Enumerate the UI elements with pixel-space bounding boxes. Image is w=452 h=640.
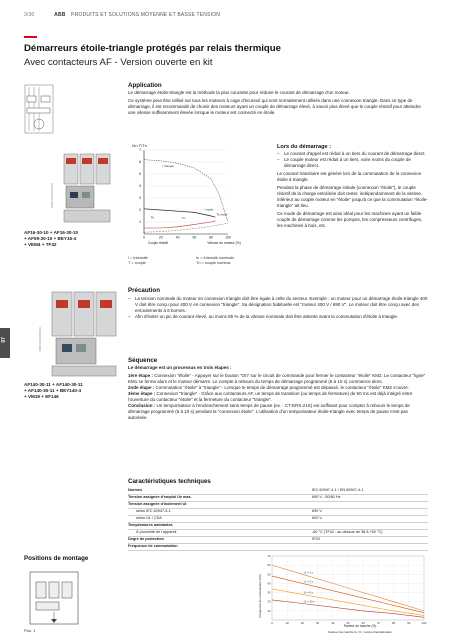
y-tick-label: 20 xyxy=(267,599,271,604)
precaution-item: – La tension nominale du moteur en connexion triangle doit être égale à celle du secteur. Exemple : un moteur pour un démarrage étoile-triangle 400 V doit être conçu pour 400 V en connexion "triangle". Sa désignation habituelle est "moteur 400 V / 690 V". Le moteur doit être conçu avec des enroulements à 6 bornes. xyxy=(128,296,428,314)
series-label: t1 = 2 s xyxy=(304,580,313,584)
mounting-position-diagram xyxy=(24,568,84,628)
tech-row xyxy=(128,529,428,536)
x-tick-label: 10 xyxy=(285,620,289,625)
tech-value: 690 V - 50/60 Hz xyxy=(312,494,428,501)
legend-t: T = couple xyxy=(128,261,146,265)
page-subtitle: Avec contacteurs AF - Version ouverte en kit xyxy=(24,57,213,68)
y-tick-label: 1 xyxy=(139,220,141,225)
start-paragraph-3: Ce mode de démarrage est ainsi idéal pour les machines ayant un faible couple de démarrage comme les pompes, les compresseurs centrifuges, les machines à bois, etc. xyxy=(277,211,423,228)
application-paragraph-2: Ce système peut être utilisé sur tous les moteurs à cage d'écureuil qui sont normalement utilisés dans une connexion triangle. Dans ce type de démarrage, il est recommandé de choisir des moteurs ayant un couple de démarrage élevé, à savoir plus élevé que le couple résistif pour atteindre une vitesse suffisamment élevée lorsque le moteur est connecté en étoile. xyxy=(128,98,421,115)
precaution-item: – Afin d'éviter un pic de courant élevé, au moins 85 % de la vitesse nominale doit être atteinte avant la commutation d'étoile à triangle. xyxy=(128,314,428,320)
step3-label: 3ème étape : xyxy=(128,391,156,396)
tech-label: Tension assignée d'isolement Ui xyxy=(128,501,312,508)
series-label: t1 = 5 s xyxy=(304,591,313,595)
mounting-positions-heading: Positions de montage xyxy=(24,555,89,562)
tech-label: selon UL / CSA xyxy=(128,515,312,522)
y-tick-label: 30 xyxy=(267,590,271,595)
tech-row xyxy=(128,515,428,522)
x-tick-label: 20 xyxy=(158,235,163,240)
chart-legend-left xyxy=(128,256,194,266)
step1-text: Connexion "étoile" - Appuyer sur le bouton "On" sur le circuit de commande pour fermer le contacteur "étoile" KM2. Le contacteur "ligne" KM1 se ferme alors et le moteur démarre. Le compte à rebours du temps de démarrage programmé (6 à 10 s) commence alors. xyxy=(128,373,426,384)
conclusion-label: Conclusion : xyxy=(128,403,156,408)
tech-value: 600 V xyxy=(312,515,428,522)
chart2-x-label: Facteur de marche (%) xyxy=(343,624,377,628)
start-heading: Lors du démarrage : xyxy=(277,144,332,150)
chart-annotation: Tk étoile xyxy=(216,212,228,217)
start-list xyxy=(277,151,429,169)
precaution-heading: Précaution xyxy=(128,287,160,294)
y-tick-label: 3 xyxy=(139,196,141,201)
application-heading: Application xyxy=(128,82,162,89)
tech-value: IP20 xyxy=(312,536,428,543)
start-paragraph-2: Pendant la phase de démarrage initiale (connexion "étoile"), le couple résistif de la charge entraînée doit rester, indépendamment de la vitesse, inférieur au couple moteur en "étoile" jusqu'à ce que la commutation "étoile-triangle" ait lieu. xyxy=(277,185,428,208)
step2-text: Commutation "étoile" à "triangle" - Lorsque le temps de démarrage programmé est dépassé, le contacteur "étoile" KM2 s'ouvre. xyxy=(154,385,409,390)
series-label: t1 = 1 s xyxy=(304,571,313,575)
x-tick-label: 0 xyxy=(143,235,145,240)
chart-annotation: I triangle xyxy=(162,163,174,168)
y-tick-label: 60 xyxy=(267,563,271,568)
x-tick-label: 40 xyxy=(331,620,335,625)
precaution-text xyxy=(128,296,428,320)
title-accent-bar xyxy=(24,36,37,38)
y-tick-label: 50 xyxy=(267,572,271,577)
step3-text: Connexion "triangle" - Grâce aux contacteurs AF, un temps de transition (ou temps de fermeture) de 50 ms est déjà intégré entre l'ouverture du contacteur "étoile" et la fermeture du contacteur "triangle". xyxy=(128,391,413,402)
photo1-vertical-code: 1SBC101021F0014 xyxy=(50,183,54,208)
chart-legend-right xyxy=(196,256,276,266)
tech-row xyxy=(128,522,428,529)
x-tick-label: 80 xyxy=(392,620,396,625)
wiring-diagram-icon xyxy=(24,84,54,134)
tech-value: -60 °C (TF42 : au-dessus de 38 A +50 °C) xyxy=(312,529,428,536)
header-section: PRODUITS ET SOLUTIONS MOYENNE ET BASSE TENSION xyxy=(71,12,221,18)
application-text xyxy=(128,90,428,118)
legend-in: In = Intensité nominale xyxy=(196,256,235,260)
page-number: 3/30 xyxy=(24,12,35,18)
step2-label: 2nde étape : xyxy=(128,385,155,390)
page-header xyxy=(24,12,220,18)
tech-label: Tension assignée d'emploi Ue max. xyxy=(128,494,312,501)
tech-label: selon IEC 60947-4-1 xyxy=(128,508,312,515)
x-tick-label: 40 xyxy=(175,235,180,240)
legend-i: I = Intensité xyxy=(128,256,148,260)
tech-label: Températures ambiantes xyxy=(128,522,312,529)
x-tick-label: 30 xyxy=(316,620,320,625)
y-tick-label: 5 xyxy=(139,172,141,177)
photo2-caption: AF140-30-11 + AF140-30-11 + AF140-30-11 + BEY140-4 + VM19 + EF146 xyxy=(24,382,83,399)
x-tick-label: 80 xyxy=(209,235,214,240)
chart-annotation: I étoile xyxy=(204,207,214,212)
x-tick-label: 0 xyxy=(271,620,273,625)
switching-frequency-chart xyxy=(256,552,430,636)
y-tick-label: 7 xyxy=(139,148,141,153)
y-tick-label: 40 xyxy=(267,581,271,586)
start-curves-chart xyxy=(128,140,270,252)
x-tick-label: 70 xyxy=(376,620,380,625)
tech-value xyxy=(312,522,428,529)
product-photo-small-starter xyxy=(60,148,116,228)
product-photo-large-starter xyxy=(48,288,120,380)
tech-value xyxy=(312,543,428,550)
tech-row xyxy=(128,536,428,543)
mounting-position-label: Pos. 1 xyxy=(24,628,36,633)
tech-label: Fréquence de commutation xyxy=(128,543,312,550)
application-paragraph-1: Le démarrage étoile-triangle est la méthode la plus courante pour réduire le courant de démarrage d'un moteur. xyxy=(128,90,350,95)
sequence-intro: Le démarrage est un processus en trois étapes : xyxy=(128,365,232,370)
tech-table xyxy=(128,488,428,551)
start-list-item: – Le couple moteur est réduit à un tiers, voire moins du couple de démarrage direct. xyxy=(277,157,429,169)
y-tick-label: 2 xyxy=(139,208,141,213)
chart2-x-caption: Facteur de marche t1 / t1 : temps d'accélération xyxy=(328,630,392,634)
start-list-item: – Le courant d'appel est réduit à un tiers du courant de démarrage direct. xyxy=(277,151,429,157)
tech-heading: Caractéristiques techniques xyxy=(128,478,211,485)
tech-row xyxy=(128,501,428,508)
chart-y-label: I/In T/Tn xyxy=(132,143,147,148)
chart-x-caption: Couple résistif xyxy=(147,241,169,245)
x-tick-label: 90 xyxy=(407,620,411,625)
photo2-vertical-code: 1SBC101022F0014 xyxy=(38,327,42,352)
tech-row xyxy=(128,508,428,515)
tech-value: IEC 60947-4-1 / EN 60947-4-1 xyxy=(312,488,428,494)
sequence-text xyxy=(128,365,428,421)
tech-label: Normes xyxy=(128,488,312,494)
section-side-tab xyxy=(0,328,10,358)
x-tick-label: 100 xyxy=(421,620,427,625)
legend-tn: Tn = couple nominal xyxy=(196,261,231,265)
tech-row xyxy=(128,543,428,550)
photo1-caption: AF16-30-10 + AF16-30-10 + AF09-30-10 + BEY16-4 + VEM4 + TF42 xyxy=(24,230,79,247)
x-tick-label: 60 xyxy=(361,620,365,625)
start-text xyxy=(277,151,429,231)
y-tick-label: 4 xyxy=(139,184,141,189)
y-tick-label: 10 xyxy=(267,608,271,613)
start-paragraph-1: Le courant transitoire est généré lors de la commutation de la connexion étoile à triangle. xyxy=(277,171,422,182)
chart-annotation: Tn xyxy=(181,216,186,220)
series-label: t1 = 10 s xyxy=(304,600,315,604)
tech-row xyxy=(128,494,428,501)
y-tick-label: 6 xyxy=(139,160,141,165)
tech-label: À proximité de l'appareil xyxy=(128,529,312,536)
tech-label: Degré de protection xyxy=(128,536,312,543)
page-title: Démarreurs étoile-triangle protégés par relais thermique xyxy=(24,43,281,54)
brand-logo: ABB xyxy=(54,12,66,18)
x-tick-label: 20 xyxy=(300,620,304,625)
tech-value xyxy=(312,501,428,508)
chart-annotation: Tk xyxy=(150,215,155,220)
x-tick-label: 60 xyxy=(192,235,197,240)
side-tab-label: 07 xyxy=(1,337,7,343)
precaution-list xyxy=(128,296,428,320)
sequence-heading: Séquence xyxy=(128,357,158,364)
chart2-y-label: Fréquence de commutation (c/h) xyxy=(258,574,262,618)
tech-value: 690 V xyxy=(312,508,428,515)
y-tick-label: 70 xyxy=(267,554,271,558)
chart-x-label: Vitesse du moteur (%) xyxy=(207,241,241,245)
x-tick-label: 100 xyxy=(225,235,231,240)
conclusion-text: Un temporisateur à l'enclenchement sans temps de pause (ex. : CT-ERS.21S) est suffisant pour compter à rebours le temps de démarrage programmé (6 à 10 s) pendant la "connexion étoile". L'utilisation d'un temporisateur étoile-triangle avec temps de pause n'est pas autorisée. xyxy=(128,403,410,420)
x-tick-label: 50 xyxy=(346,620,350,625)
step1-label: 1ère étape : xyxy=(128,373,154,378)
